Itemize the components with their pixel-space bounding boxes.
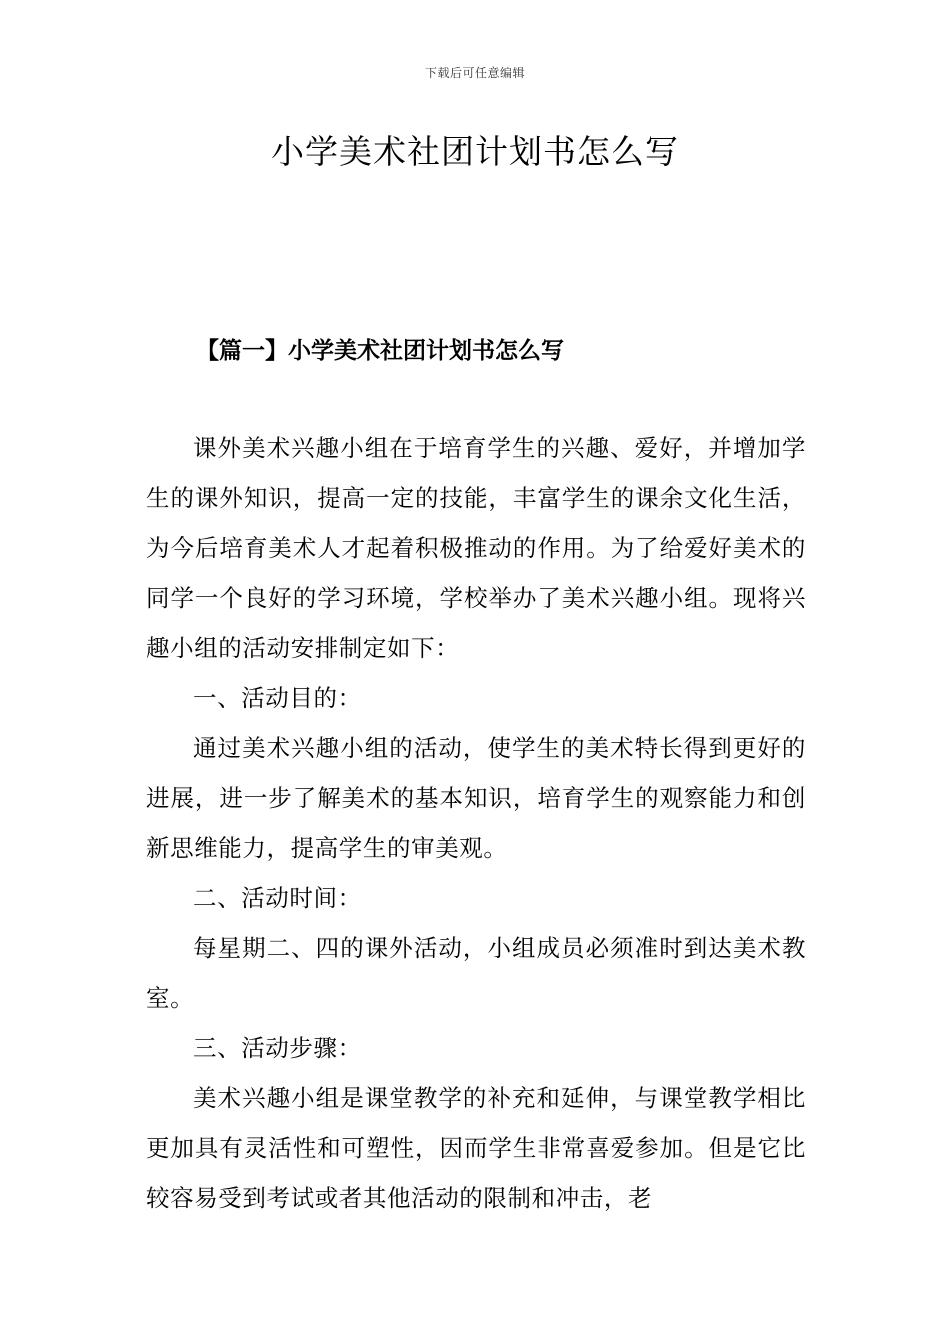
paragraph-activity-time: 每星期二、四的课外活动，小组成员必须准时到达美术教室。 [146,934,806,1012]
header-note: 下载后可任意编辑 [424,66,525,80]
document-title: 小学美术社团计划书怎么写 [271,132,679,171]
paragraph-intro: 课外美术兴趣小组在于培育学生的兴趣、爱好，并增加学生的课外知识，提高一定的技能，丰富学生的课余文化生活，为今后培育美术人才起着积极推动的作用。为了给爱好美术的同学一个良好的学习环境，学校举办了美术兴趣小组。现将兴趣小组的活动安排制定如下： [146,434,806,662]
document-body [146,423,806,1223]
heading-activity-time: 二、活动时间： [193,884,362,912]
heading-activity-steps: 三、活动步骤： [193,1034,362,1062]
section-heading: 【篇一】小学美术社团计划书怎么写 [196,337,564,364]
paragraph-activity-purpose: 通过美术兴趣小组的活动，使学生的美术特长得到更好的进展，进一步了解美术的基本知识，培育学生的观察能力和创新思维能力，提高学生的审美观。 [146,734,806,862]
heading-activity-purpose: 一、活动目的： [193,684,362,712]
paragraph-activity-steps: 美术兴趣小组是课堂教学的补充和延伸，与课堂教学相比更加具有灵活性和可塑性，因而学生非常喜爱参加。但是它比较容易受到考试或者其他活动的限制和冲击，老 [146,1084,806,1212]
